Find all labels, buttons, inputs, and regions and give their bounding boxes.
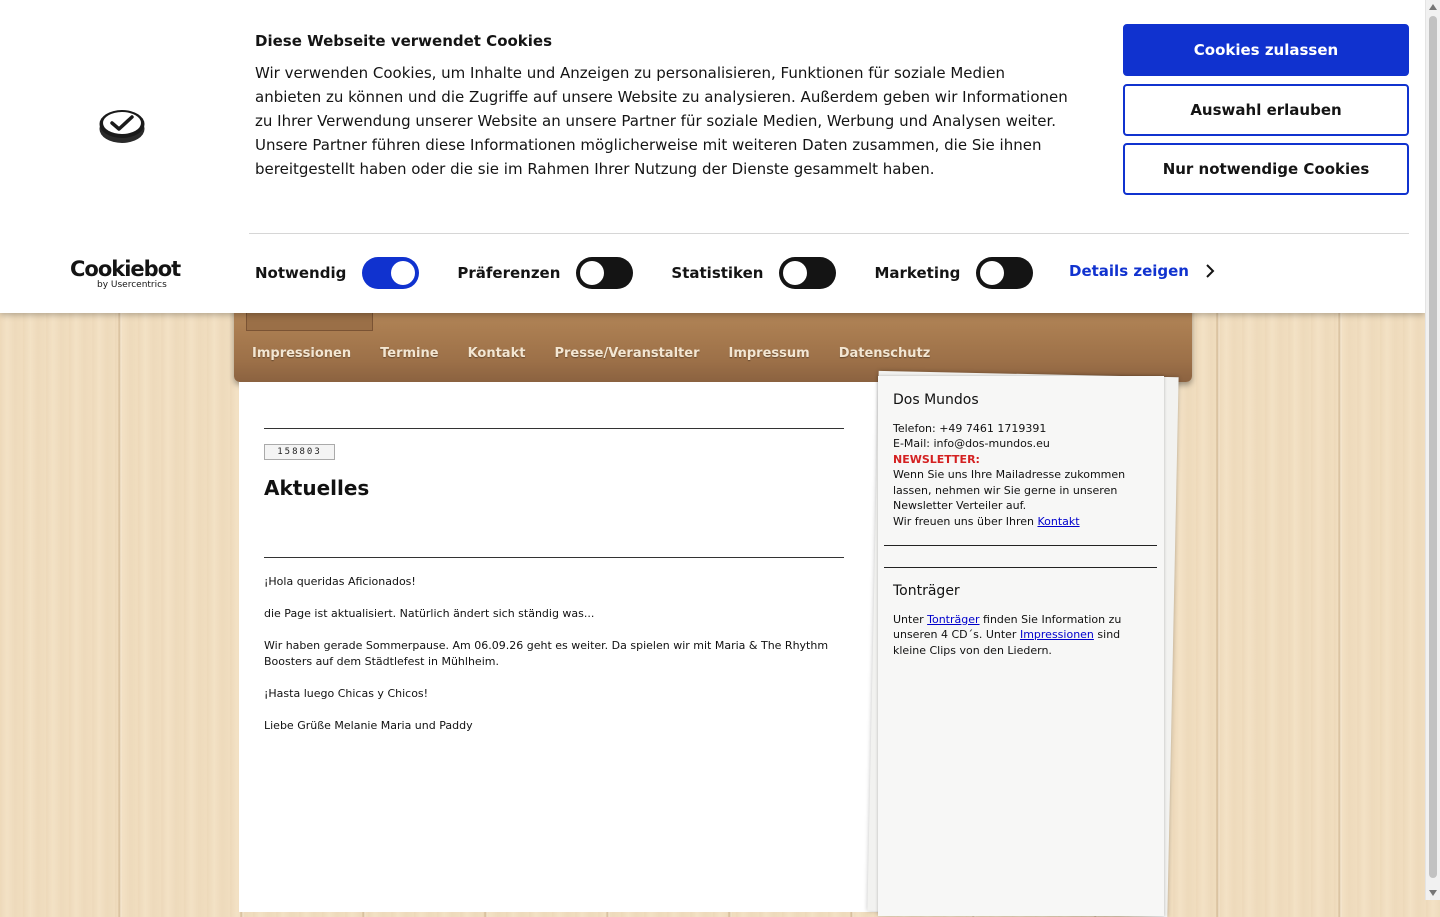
article-paragraph: ¡Hola queridas Aficionados!: [264, 575, 416, 588]
content-divider-top: [264, 428, 844, 429]
allow-selection-button[interactable]: Auswahl erlauben: [1123, 84, 1409, 136]
necessary-toggle[interactable]: [362, 257, 419, 289]
records-text: [893, 612, 1133, 659]
allow-all-cookies-button[interactable]: Cookies zulassen: [1123, 24, 1409, 76]
nav-kontakt[interactable]: Kontakt: [467, 346, 526, 361]
contact-email: E-Mail: info@dos-mundos.eu: [893, 437, 1050, 450]
cookiebot-brand: [70, 257, 181, 290]
show-details-link[interactable]: [1069, 262, 1215, 280]
toggle-knob: [783, 261, 807, 285]
newsletter-text: Wenn Sie uns Ihre Mailadresse zukommen lassen, nehmen wir Sie gerne in unseren Newsletter Verteiler auf.: [893, 468, 1126, 512]
contact-phone: Telefon: +49 7461 1719391: [893, 421, 1047, 435]
visitor-counter: 158803: [264, 444, 335, 460]
article-paragraph: ¡Hasta luego Chicas y Chicos!: [264, 687, 429, 700]
records-text-part: sind kleine Clips von den Liedern.: [893, 628, 1121, 657]
toggle-item-necessary: [255, 257, 419, 289]
article-body: [264, 574, 844, 750]
nav-termine[interactable]: Termine: [380, 346, 439, 361]
scroll-up-arrow-icon[interactable]: [1429, 4, 1437, 10]
records-text-part: Unter: [893, 612, 928, 626]
nav-presse-veranstalter[interactable]: Presse/Veranstalter: [554, 346, 700, 361]
necessary-cookies-only-button[interactable]: Nur notwendige Cookies: [1123, 143, 1409, 195]
sidebar-divider: [884, 545, 1157, 546]
tontraeger-link[interactable]: Tonträger: [927, 612, 980, 626]
sidebar-contact-title: Dos Mundos: [893, 392, 979, 408]
article-paragraph: die Page ist aktualisiert. Natürlich ändert sich ständig was...: [264, 607, 595, 620]
statistics-toggle[interactable]: [779, 257, 836, 289]
newsletter-label: NEWSLETTER:: [893, 452, 980, 466]
toggle-knob: [980, 261, 1004, 285]
show-details-label: Details zeigen: [1069, 262, 1189, 280]
scroll-down-arrow-icon[interactable]: [1429, 890, 1437, 896]
cookiebot-logo-icon: [99, 108, 145, 144]
scrollbar-thumb[interactable]: [1429, 16, 1437, 878]
sidebar-records-title: Tonträger: [893, 583, 960, 599]
marketing-toggle[interactable]: [976, 257, 1033, 289]
cookiebot-brand-name: Cookiebot: [70, 257, 181, 281]
page-scrollbar[interactable]: [1425, 0, 1440, 900]
chevron-right-icon: [1205, 264, 1215, 278]
cookie-banner-divider: [249, 233, 1409, 234]
records-text-part: finden Sie Information zu unseren 4 CD´s. Unter: [893, 612, 1122, 641]
toggle-label-statistics: Statistiken: [671, 264, 764, 282]
nav-impressionen[interactable]: Impressionen: [252, 346, 352, 361]
toggle-knob: [391, 261, 415, 285]
cookie-banner-text: Wir verwenden Cookies, um Inhalte und Anzeigen zu personalisieren, Funktionen für soziale Medien anbieten zu können und die Zugriffe auf unsere Website zu analysieren. Außerdem geben wir Informationen zu Ihrer Verwendung unserer Website an unsere Partner für soziale Medien, Werbung und Analysen weiter. Unsere Partner führen diese Informationen möglicherweise mit weiteren Daten zusammen, die Sie ihnen bereitgestellt haben oder die sie im Rahmen Ihrer Nutzung der Dienste gesammelt haben.: [255, 64, 1068, 178]
page-title: Aktuelles: [264, 476, 370, 500]
impressionen-link[interactable]: Impressionen: [1019, 628, 1094, 641]
cookie-banner-title: Diese Webseite verwendet Cookies: [255, 32, 553, 50]
sidebar-records-block: [893, 584, 1133, 658]
cookie-category-toggles: [255, 257, 1071, 289]
toggle-item-statistics: [671, 257, 836, 289]
preferences-toggle[interactable]: [576, 257, 633, 289]
sidebar-divider: [884, 567, 1157, 568]
article-paragraph: Liebe Grüße Melanie Maria und Paddy: [264, 719, 473, 732]
contact-thanks-text: Wir freuen uns über Ihren: [893, 514, 1038, 528]
toggle-label-necessary: Notwendig: [255, 264, 347, 282]
sidebar-contact-block: [893, 393, 1133, 529]
article-paragraph: Wir haben gerade Sommerpause. Am 06.09.26 geht es weiter. Da spielen wir mit Maria & The Rhythm Boosters auf dem Städtlefest in Mühlheim.: [264, 639, 829, 668]
contact-link[interactable]: Kontakt: [1037, 514, 1080, 528]
contact-thanks: [893, 514, 1133, 530]
nav-impressum[interactable]: Impressum: [728, 346, 810, 361]
content-divider-bottom: [264, 557, 844, 558]
toggle-label-preferences: Präferenzen: [457, 264, 561, 282]
main-navigation: [252, 346, 930, 361]
cookie-consent-banner: [0, 0, 1425, 313]
nav-datenschutz[interactable]: Datenschutz: [838, 346, 931, 361]
toggle-label-marketing: Marketing: [874, 264, 961, 282]
toggle-item-preferences: [457, 257, 633, 289]
toggle-knob: [580, 261, 604, 285]
toggle-item-marketing: [874, 257, 1033, 289]
cookiebot-brand-sub: by Usercentrics: [97, 280, 167, 290]
